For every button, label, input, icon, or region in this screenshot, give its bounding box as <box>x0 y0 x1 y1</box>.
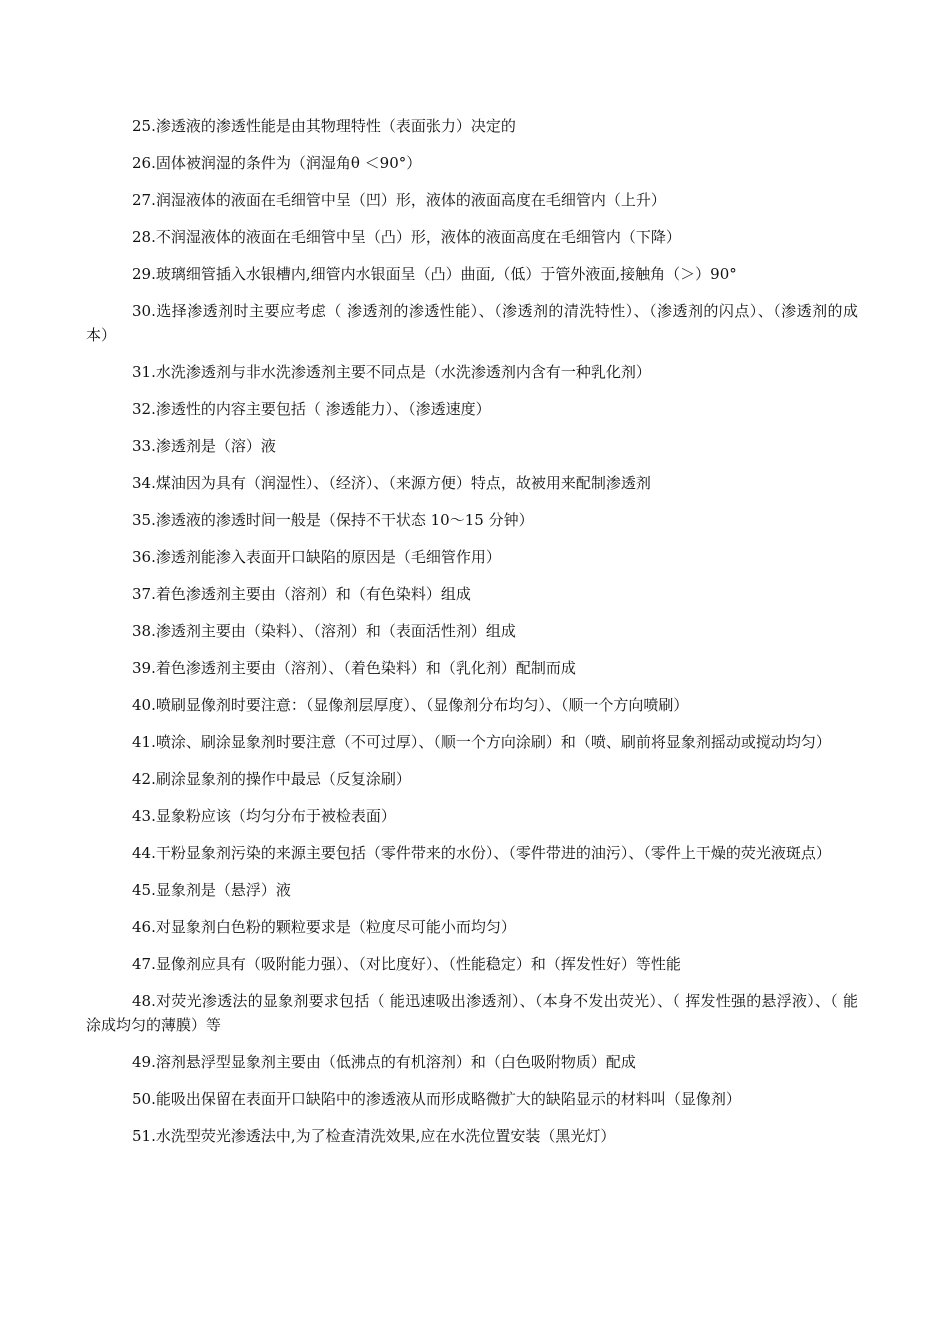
list-item: 49.溶剂悬浮型显象剂主要由（低沸点的有机溶剂）和（白色吸附物质）配成 <box>132 1053 636 1071</box>
list-item: 45.显象剂是（悬浮）液 <box>132 881 291 899</box>
list-item: 34.煤油因为具有（润湿性）、（经济）、（来源方便）特点，故被用来配制渗透剂 <box>132 474 651 492</box>
list-item: 46.对显象剂白色粉的颗粒要求是（粒度尽可能小而均匀） <box>132 918 516 936</box>
list-item: 30.选择渗透剂时主要应考虑（ 渗透剂的渗透性能）、（渗透剂的清洗特性）、（渗透剂的闪点）、（渗透剂的成本） <box>86 302 858 344</box>
list-item: 47.显像剂应具有（吸附能力强）、（对比度好）、（性能稳定）和（挥发性好）等性能 <box>132 955 681 973</box>
list-item: 28.不润湿液体的液面在毛细管中呈（凸）形，液体的液面高度在毛细管内（下降） <box>132 228 681 246</box>
list-item: 35.渗透液的渗透时间一般是（保持不干状态 10～15 分钟） <box>132 511 534 529</box>
list-item: 44.干粉显象剂污染的来源主要包括（零件带来的水份）、（零件带进的油污）、（零件上干燥的荧光液斑点） <box>132 844 831 862</box>
list-item: 48.对荧光渗透法的显象剂要求包括（ 能迅速吸出渗透剂）、（本身不发出荧光）、（ 挥发性强的悬浮液）、（ 能涂成均匀的薄膜）等 <box>86 992 858 1034</box>
list-item: 37.着色渗透剂主要由（溶剂）和（有色染料）组成 <box>132 585 471 603</box>
list-item: 27.润湿液体的液面在毛细管中呈（凹）形，液体的液面高度在毛细管内（上升） <box>132 191 666 209</box>
list-item: 38.渗透剂主要由（染料）、（溶剂）和（表面活性剂）组成 <box>132 622 516 640</box>
list-item: 42.刷涂显象剂的操作中最忌（反复涂刷） <box>132 770 411 788</box>
list-item: 51.水洗型荧光渗透法中,为了检查清洗效果,应在水洗位置安装（黑光灯） <box>132 1127 616 1145</box>
list-item: 25.渗透液的渗透性能是由其物理特性（表面张力）决定的 <box>132 117 516 135</box>
list-item: 50.能吸出保留在表面开口缺陷中的渗透液从而形成略微扩大的缺陷显示的材料叫（显像剂） <box>132 1090 741 1108</box>
list-item: 33.渗透剂是（溶）液 <box>132 437 276 455</box>
list-item: 32.渗透性的内容主要包括（ 渗透能力）、（渗透速度） <box>132 400 491 418</box>
list-item: 40.喷刷显像剂时要注意：（显像剂层厚度）、（显像剂分布均匀）、（顺一个方向喷刷） <box>132 696 689 714</box>
list-item: 31.水洗渗透剂与非水洗渗透剂主要不同点是（水洗渗透剂内含有一种乳化剂） <box>132 363 651 381</box>
list-item: 29.玻璃细管插入水银槽内,细管内水银面呈（凸）曲面,（低）于管外液面,接触角（＞）90° <box>132 265 737 283</box>
list-item: 36.渗透剂能渗入表面开口缺陷的原因是（毛细管作用） <box>132 548 501 566</box>
list-item: 41.喷涂、刷涂显象剂时要注意（不可过厚）、（顺一个方向涂刷）和（喷、刷前将显象剂摇动或搅动均匀） <box>132 733 831 751</box>
list-item: 26.固体被润湿的条件为（润湿角θ ＜90°） <box>132 154 422 172</box>
question-list <box>86 114 858 1161</box>
list-item: 43.显象粉应该（均匀分布于被检表面） <box>132 807 396 825</box>
list-item: 39.着色渗透剂主要由（溶剂）、（着色染料）和（乳化剂）配制而成 <box>132 659 576 677</box>
